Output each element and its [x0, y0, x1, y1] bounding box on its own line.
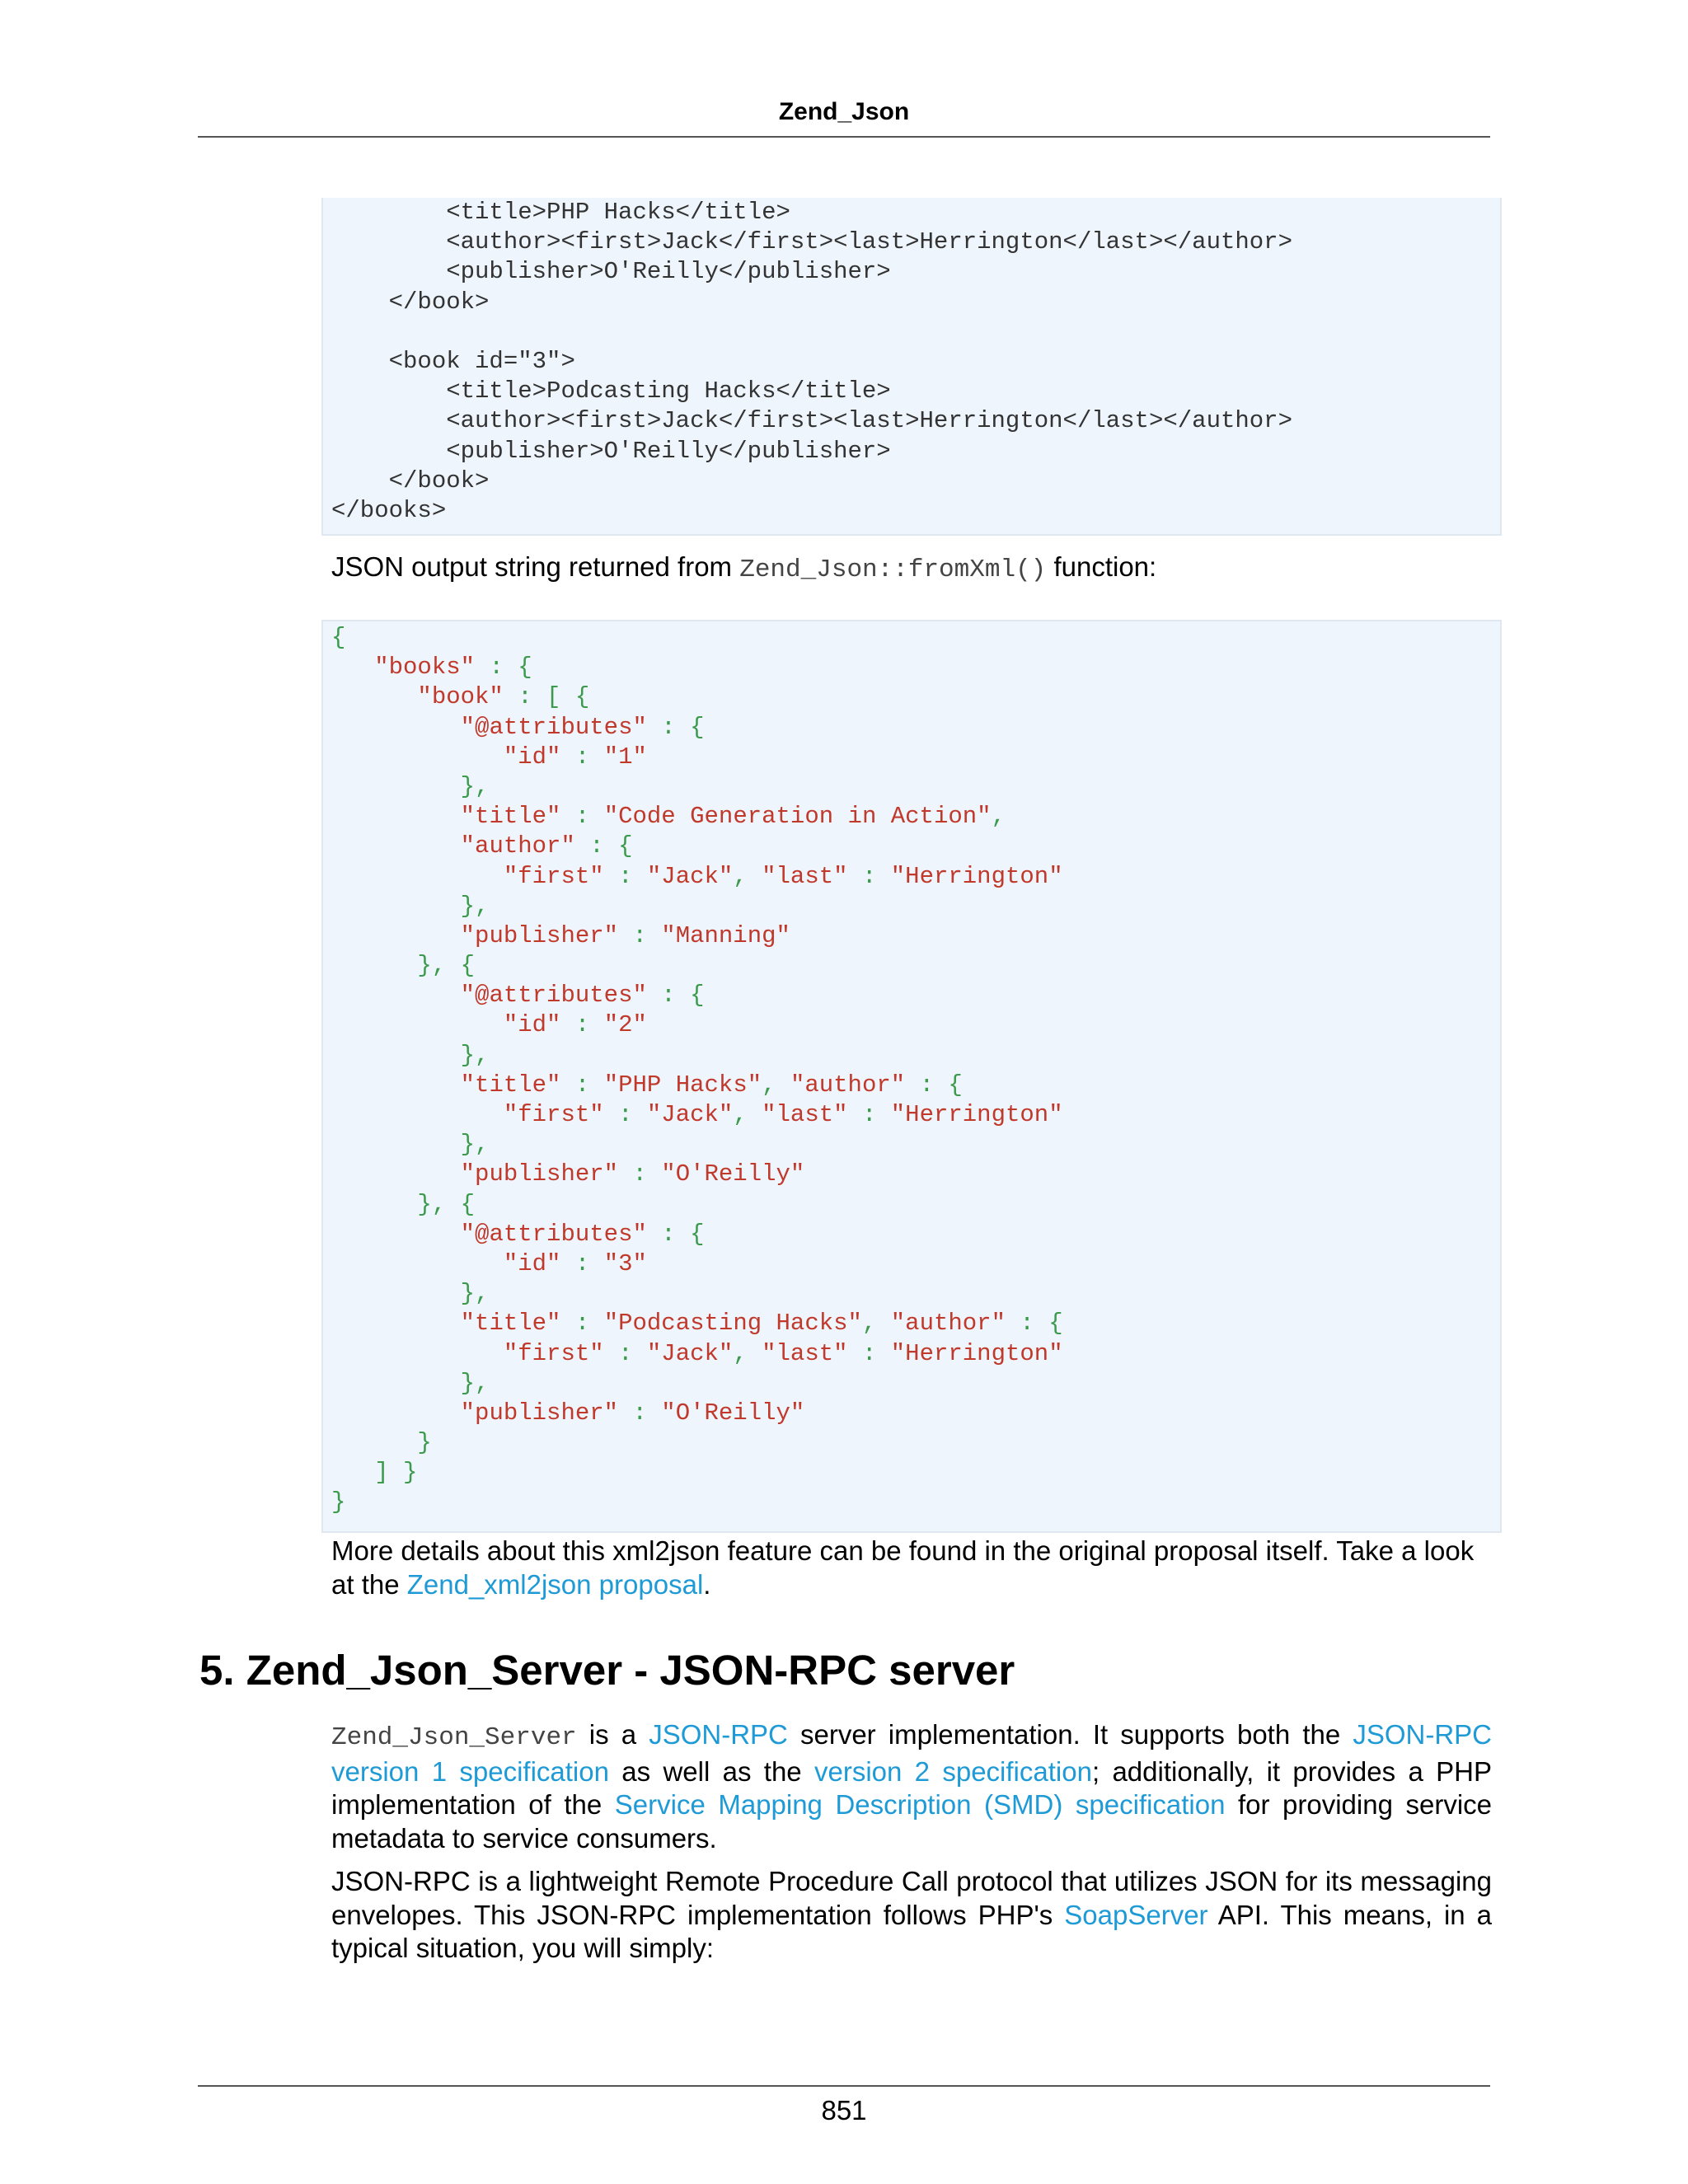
json-string-token: "@attributes" [460, 982, 647, 1010]
json-string-token: "author" [790, 1071, 906, 1099]
json-punctuation-token: , [991, 803, 1006, 831]
json-code-line [331, 1220, 1492, 1249]
details-paragraph [331, 1535, 1492, 1601]
xml-code-line: <title>PHP Hacks</title> [331, 199, 790, 226]
json-punctuation-token: , [733, 1339, 762, 1367]
json-punctuation-token: }, { [331, 952, 476, 980]
json-code-line [331, 1339, 1492, 1369]
xml-code-line: <author><first>Jack</first><last>Herrington</last></author> [331, 407, 1292, 435]
json-string-token: "Herrington" [890, 862, 1063, 890]
header-rule [198, 136, 1490, 138]
json-punctuation-token [331, 1071, 461, 1099]
version-2-spec-link[interactable]: version 2 specification [814, 1755, 1092, 1787]
json-string-token: "Herrington" [890, 1339, 1063, 1367]
json-punctuation-token [331, 803, 461, 830]
json-punctuation-token [331, 1221, 461, 1248]
json-punctuation-token [331, 1101, 504, 1128]
json-string-token: "PHP Hacks" [603, 1071, 762, 1099]
para1-text-4: ; additionally, it provides a PHP implementation of the [331, 1755, 1492, 1820]
json-code-line [331, 1488, 1492, 1517]
json-punctuation-token: : { [646, 1220, 705, 1248]
json-punctuation-token: }, [331, 892, 490, 920]
json-punctuation-token: } [331, 1429, 432, 1457]
json-punctuation-token [331, 982, 461, 1009]
json-punctuation-token: : [ { [503, 683, 590, 711]
json-string-token: "3" [603, 1249, 647, 1277]
json-punctuation-token [331, 743, 504, 771]
json-string-token: "title" [460, 1071, 561, 1099]
json-string-token: "1" [603, 743, 647, 771]
json-code-line [331, 1428, 1492, 1458]
json-punctuation-token: : { [646, 982, 705, 1010]
json-punctuation-token: }, [331, 1280, 490, 1308]
json-string-token: "O'Reilly" [661, 1160, 805, 1188]
json-string-token: "id" [503, 743, 561, 771]
json-code-line [331, 653, 1492, 682]
footer-rule [198, 2085, 1490, 2087]
json-punctuation-token: }, { [331, 1190, 476, 1218]
json-string-token: "author" [460, 832, 575, 860]
json-intro-code: Zend_Json::fromXml() [739, 555, 1047, 584]
json-punctuation-token [331, 1011, 504, 1038]
soapserver-link[interactable]: SoapServer [1064, 1899, 1208, 1930]
json-punctuation-token: : [847, 1101, 891, 1128]
xml-code-line: </book> [331, 466, 490, 494]
json-string-token: "title" [460, 1310, 561, 1338]
json-punctuation-token: : { [574, 832, 633, 860]
json-code-line [331, 802, 1492, 832]
intro-paragraph-2 [331, 1865, 1492, 1966]
json-string-token: "last" [762, 1339, 848, 1367]
json-code-line [331, 713, 1492, 743]
json-string-token: "title" [460, 803, 561, 831]
json-code-line [331, 1190, 1492, 1220]
json-punctuation-token: : { [475, 654, 532, 682]
json-punctuation-token: : { [1006, 1310, 1063, 1338]
json-string-token: "Jack" [646, 1339, 734, 1367]
json-code-line [331, 981, 1492, 1010]
json-punctuation-token: }, [331, 1369, 490, 1397]
json-code-line [331, 1130, 1492, 1160]
page-number: 851 [821, 2095, 867, 2125]
para2-text-2: API. This means, in a typical situation, you will simply: [331, 1899, 1492, 1963]
json-code-line [331, 1458, 1492, 1488]
json-code-line [331, 682, 1492, 712]
para1-text-2: server implementation. It supports both the [787, 1719, 1353, 1750]
json-code-line [331, 892, 1492, 921]
json-string-token: "Podcasting Hacks" [603, 1310, 862, 1338]
json-intro-text: JSON output string returned from [331, 551, 740, 582]
json-punctuation-token [331, 1250, 504, 1277]
json-string-token: "publisher" [460, 1399, 619, 1427]
json-string-token: "author" [890, 1310, 1006, 1338]
para2-text-1: JSON-RPC is a lightweight Remote Procedure Call protocol that utilizes JSON for its messaging envelopes. This JSON-RPC implementation follows PHP's [331, 1866, 1492, 1930]
json-punctuation-token [331, 654, 374, 681]
json-string-token: "last" [762, 1101, 848, 1128]
json-string-token: "Jack" [646, 862, 734, 890]
details-text: More details about this xml2json feature can be found in the original proposal itself. Take a look at the [331, 1535, 1475, 1600]
zend-xml2json-proposal-link[interactable]: Zend_xml2json proposal [406, 1568, 704, 1600]
json-code-line [331, 743, 1492, 772]
json-punctuation-token [331, 1399, 461, 1427]
json-string-token: "Manning" [661, 921, 790, 949]
xml-code-line: <publisher>O'Reilly</publisher> [331, 258, 891, 286]
details-end: . [703, 1568, 711, 1600]
json-punctuation-token: : [618, 1160, 662, 1188]
running-header: Zend_Json [778, 98, 910, 125]
json-code-line [331, 1071, 1492, 1100]
json-code-line [331, 1010, 1492, 1040]
xml-code-line: <title>Podcasting Hacks</title> [331, 377, 891, 405]
json-punctuation-token: , [733, 862, 762, 890]
json-punctuation-token [331, 922, 461, 949]
json-string-token: "last" [762, 862, 848, 890]
json-code-line [331, 772, 1492, 802]
json-string-token: "publisher" [460, 921, 619, 949]
smd-spec-link[interactable]: Service Mapping Description (SMD) specification [614, 1789, 1226, 1820]
json-punctuation-token: : [618, 921, 662, 949]
xml-code-line: <publisher>O'Reilly</publisher> [331, 437, 891, 465]
json-intro-text-end: function: [1046, 551, 1157, 582]
json-punctuation-token: , [733, 1101, 762, 1128]
json-punctuation-token: { [331, 624, 346, 651]
json-intro-paragraph [331, 551, 1492, 588]
json-punctuation-token: , [861, 1310, 891, 1338]
json-string-token: "Herrington" [890, 1101, 1063, 1128]
json-punctuation-token: }, [331, 1041, 490, 1069]
json-string-token: "Jack" [646, 1101, 734, 1128]
json-punctuation-token: : [618, 1399, 662, 1427]
json-code-line [331, 1309, 1492, 1338]
json-string-token: "@attributes" [460, 713, 647, 741]
json-code-line [331, 862, 1492, 892]
json-punctuation-token: } [331, 1488, 346, 1516]
xml-code-line: </books> [331, 496, 447, 524]
json-code-line [331, 1369, 1492, 1399]
section-heading: 5. Zend_Json_Server - JSON-RPC server [199, 1647, 1015, 1694]
json-punctuation-token: ] } [331, 1459, 418, 1487]
xml-code-block [321, 198, 1502, 536]
json-rpc-v1-spec-link[interactable]: JSON-RPC version 1 specification [331, 1719, 1492, 1787]
json-code-line [331, 623, 1492, 653]
json-punctuation-token [331, 683, 417, 710]
json-string-token: "first" [503, 1339, 604, 1367]
json-code-line [331, 1249, 1492, 1279]
para1-text-3: as well as the [608, 1755, 814, 1787]
json-punctuation-token [331, 1310, 461, 1337]
json-punctuation-token: : { [646, 713, 705, 741]
json-punctuation-token: : [560, 1011, 604, 1039]
json-string-token: "first" [503, 862, 604, 890]
json-string-token: "Code Generation in Action" [603, 803, 992, 831]
json-punctuation-token [331, 1160, 461, 1188]
json-punctuation-token: , [762, 1071, 790, 1099]
json-punctuation-token: : { [905, 1071, 963, 1099]
zend-json-server-code: Zend_Json_Server [331, 1723, 577, 1752]
intro-paragraph-1 [331, 1718, 1492, 1855]
json-punctuation-token: : [603, 862, 647, 890]
xml-code-line [331, 317, 1492, 347]
json-punctuation-token: : [603, 1339, 647, 1367]
json-punctuation-token: : [560, 803, 604, 831]
json-code-line [331, 1399, 1492, 1428]
json-code-line [331, 951, 1492, 981]
json-code-line [331, 832, 1492, 861]
para1-text-5: for providing service metadata to service consumers. [331, 1789, 1492, 1854]
xml-code-line: <book id="3"> [331, 347, 575, 375]
json-code-line [331, 1100, 1492, 1130]
json-punctuation-token: : [847, 862, 891, 890]
json-string-token: "2" [603, 1011, 647, 1039]
para1-text-1: is a [576, 1719, 649, 1750]
json-string-token: "O'Reilly" [661, 1399, 805, 1427]
json-code-line [331, 1279, 1492, 1309]
json-punctuation-token: : [847, 1339, 891, 1367]
json-punctuation-token: : [560, 1310, 604, 1338]
json-code-line [331, 921, 1492, 951]
json-punctuation-token: : [560, 1071, 604, 1099]
json-punctuation-token [331, 832, 461, 860]
json-string-token: "books" [374, 654, 476, 682]
json-rpc-link[interactable]: JSON-RPC [649, 1719, 788, 1750]
json-punctuation-token: : [560, 743, 604, 771]
json-punctuation-token [331, 1340, 504, 1367]
json-code-line [331, 1160, 1492, 1189]
json-punctuation-token: : [603, 1101, 647, 1128]
xml-code-line: </book> [331, 288, 490, 316]
json-code-line [331, 1041, 1492, 1071]
json-punctuation-token [331, 714, 461, 741]
json-punctuation-token: : [560, 1249, 604, 1277]
json-string-token: "@attributes" [460, 1220, 647, 1248]
json-string-token: "book" [417, 683, 504, 711]
json-code-block [321, 620, 1502, 1533]
json-punctuation-token: }, [331, 772, 490, 800]
json-string-token: "publisher" [460, 1160, 619, 1188]
json-string-token: "id" [503, 1249, 561, 1277]
json-string-token: "id" [503, 1011, 561, 1039]
xml-code-line: <author><first>Jack</first><last>Herrington</last></author> [331, 228, 1292, 256]
json-string-token: "first" [503, 1101, 604, 1128]
json-punctuation-token: }, [331, 1131, 490, 1159]
json-punctuation-token [331, 863, 504, 890]
